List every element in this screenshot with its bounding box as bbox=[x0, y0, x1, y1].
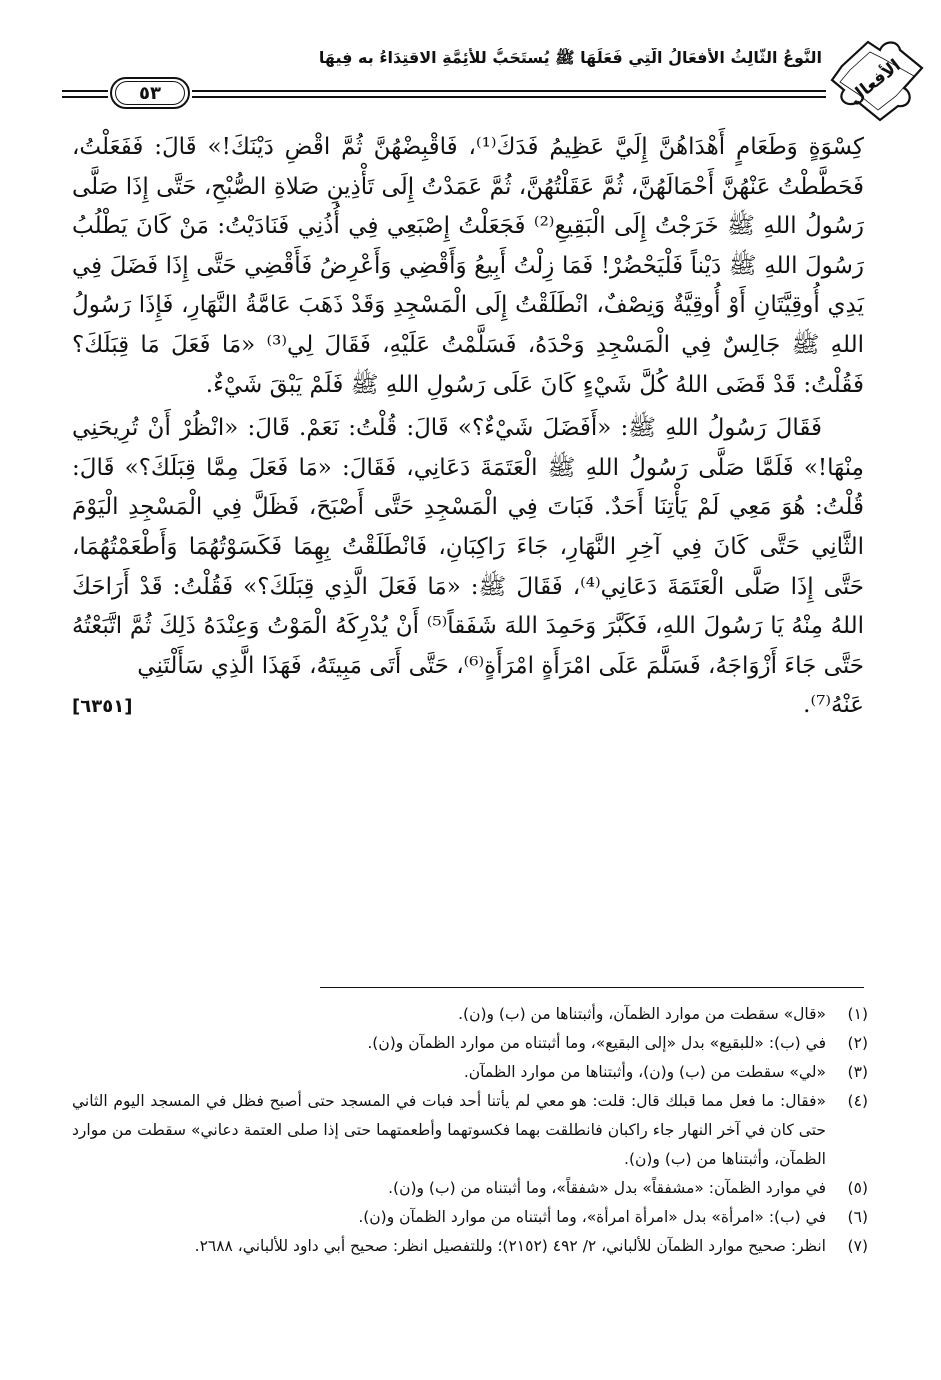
page-number: ٥٣ bbox=[115, 81, 185, 105]
footnote-text: «قال» سقطت من موارد الظمآن، وأثبتناها من (ب) و(ن). bbox=[458, 1005, 826, 1023]
header-rule bbox=[62, 90, 108, 92]
footnote-number: (٤) bbox=[847, 1092, 868, 1110]
chapter-badge bbox=[828, 36, 926, 122]
footnote-number: (٦) bbox=[847, 1208, 868, 1226]
footnote-divider bbox=[320, 987, 864, 988]
header-rule bbox=[192, 90, 826, 92]
paragraph-1: كِسْوَةٍ وَطَعَامٍ أَهْدَاهُنَّ إِلَيَّ عَظِيمُ فَدَكَ⁽¹⁾، فَاقْبِضْهُنَّ ثُمَّ اقْضِ دَيْنَكَ!» قَالَ: فَفَعَلْتُ، فَحَطَّطْتُ عَنْهُنَّ أَحْمَالَهُنَّ، ثُمَّ عَقَلْتُهُنَّ، ثُمَّ عَمَدْتُ إِلَى تَأْذِينِ صَلاةِ الصُّبْحِ، حَتَّى إِذَا صَلَّى رَسُولُ اللهِ ﷺ خَرَجْتُ إِلَى الْبَقِيعِ⁽²⁾ فَجَعَلْتُ إِصْبَعِي فِي أُذُنِي فَنَادَيْتُ: مَنْ كَانَ يَطْلُبُ رَسُولَ اللهِ ﷺ دَيْناً فَلْيَحْضُرْ! فَمَا زِلْتُ أَبِيعُ وَأَقْضِي وَأَعْرِضُ فَأَقْضِي حَتَّى إِذَا فَضَلَ فِي يَدِي أُوقِيَّتَانِ أَوْ أُوقِيَّةٌ وَنِصْفٌ، انْطَلَقْتُ إِلَى الْمَسْجِدِ وَقَدْ ذَهَبَ عَامَّةُ النَّهَارِ، فَإِذَا رَسُولُ اللهِ ﷺ جَالِسٌ فِي الْمَسْجِدِ وَحْدَهُ، فَسَلَّمْتُ عَلَيْهِ، فَقَالَ لِي⁽³⁾ «مَا فَعَلَ مَا قِبَلَكَ؟ فَقُلْتُ: قَدْ قَضَى اللهُ كُلَّ شَيْءٍ كَانَ عَلَى رَسُولِ اللهِ ﷺ فَلَمْ يَبْقَ شَيْءٌ. bbox=[72, 134, 864, 398]
page-number-frame bbox=[110, 77, 190, 109]
running-title: النَّوعُ الثَّالِثُ الأَفعَالُ الَّتِي فَعَلَهَا ﷺ يُستَحَبُّ للأئِمَّةِ الاقتِدَاءُ به فِيهَا bbox=[318, 48, 822, 67]
footnotes bbox=[72, 1000, 868, 1261]
hadith-reference-number: [٦٣٥١] bbox=[72, 695, 133, 717]
footnote-number: (٧) bbox=[847, 1237, 868, 1255]
chapter-badge-label: الأفعال bbox=[844, 55, 905, 109]
footnote bbox=[72, 1058, 868, 1087]
footnote-text: في موارد الظمآن: «مشفقاً» بدل «شفقاً»، وما أثبتناه من (ب) و(ن). bbox=[388, 1179, 826, 1197]
footnote bbox=[72, 1087, 868, 1174]
footnote-number: (٥) bbox=[847, 1179, 868, 1197]
footnote-number: (٣) bbox=[847, 1063, 868, 1081]
footnote-number: (١) bbox=[847, 1005, 868, 1023]
footnote-text: في (ب): «امرأة» بدل «امرأة امرأة»، وما أثبتناه من موارد الظمآن و(ن). bbox=[358, 1208, 826, 1226]
puzzle-badge-icon bbox=[828, 36, 926, 122]
footnote bbox=[72, 1029, 868, 1058]
footnote bbox=[72, 1203, 868, 1232]
footnote bbox=[72, 1000, 868, 1029]
footnote-text: «فقال: ما فعل مما قبلك قال: قلت: هو معي لم يأتنا أحد فبات في المسجد حتى أصبح فظل في المسجد اليوم الثاني حتى كان في آخر النهار جاء راكبان فانطلقت بهما فكسوتهما وأطعمتهما حتى إذا صلى العتمة دعاني» سقطت من موارد الظمآن، وأثبتناها من (ب) و(ن). bbox=[72, 1092, 826, 1168]
paragraph-2-tail: عَنْهُ⁽⁷⁾. bbox=[803, 692, 864, 719]
header-rule bbox=[62, 96, 108, 98]
header-rule bbox=[192, 96, 826, 98]
main-text bbox=[72, 128, 864, 726]
paragraph-2: فَقَالَ رَسُولُ اللهِ ﷺ: «أَفَضَلَ شَيْءٌ؟» قَالَ: قُلْتُ: نَعَمْ. قَالَ: «انْظُرْ أَنْ تُرِيحَنِي مِنْهَا!» فَلَمَّا صَلَّى رَسُولُ اللهِ ﷺ الْعَتَمَةَ دَعَانِي، فَقَالَ: «مَا فَعَلَ مِمَّا قِبَلَكَ؟» قَالَ: قُلْتُ: هُوَ مَعِي لَمْ يَأْتِنَا أَحَدٌ. فَبَاتَ فِي الْمَسْجِدِ حَتَّى أَصْبَحَ، فَظَلَّ فِي الْمَسْجِدِ الْيَوْمَ الثَّانِي حَتَّى كَانَ فِي آخِرِ النَّهَارِ، جَاءَ رَاكِبَانِ، فَانْطَلَقْتُ بِهِمَا فَكَسَوْتُهُمَا وَأَطْعَمْتُهُمَا، حَتَّى إِذَا صَلَّى الْعَتَمَةَ دَعَانِي⁽⁴⁾، فَقَالَ ﷺ: «مَا فَعَلَ الَّذِي قِبَلَكَ؟» فَقُلْتُ: قَدْ أَرَاحَكَ اللهُ مِنْهُ يَا رَسُولَ اللهِ، فَكَبَّرَ وَحَمِدَ اللهَ شَفَقاً⁽⁵⁾ أَنْ يُدْرِكَهُ الْمَوْتُ وَعِنْدَهُ ذَلِكَ ثُمَّ اتَّبَعْتُهُ حَتَّى جَاءَ أَزْوَاجَهُ، فَسَلَّمَ عَلَى امْرَأَةٍ امْرَأَةٍ⁽⁶⁾، حَتَّى أَتَى مَبِيتَهُ، فَهَذَا الَّذِي سَأَلْتَنِي bbox=[72, 415, 865, 679]
footnote-text: في (ب): «للبقيع» بدل «إلى البقيع»، وما أثبتناه من موارد الظمآن و(ن). bbox=[367, 1034, 826, 1052]
footnote-text: «لي» سقطت من (ب) و(ن)، وأثبتناها من موارد الظمآن. bbox=[463, 1063, 826, 1081]
footnote bbox=[72, 1174, 868, 1203]
footnote bbox=[72, 1232, 868, 1261]
page-header bbox=[62, 36, 926, 122]
footnote-text: انظر: صحيح موارد الظمآن للألباني، ٢/ ٤٩٢ (٢١٥٢)؛ وللتفصيل انظر: صحيح أبي داود للألباني، ٢٦٨٨. bbox=[194, 1237, 826, 1255]
footnote-number: (٢) bbox=[847, 1034, 868, 1052]
